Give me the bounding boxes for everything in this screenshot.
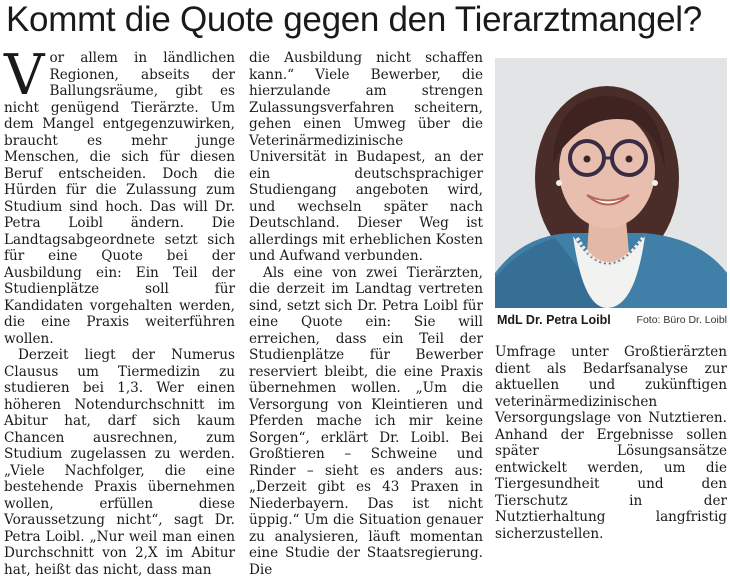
caption-name: MdL Dr. Petra Loibl bbox=[497, 313, 611, 327]
article-column-3 bbox=[495, 344, 727, 542]
photo-credit: Foto: Büro Dr. Loibl bbox=[637, 314, 727, 326]
photo-caption bbox=[495, 313, 727, 331]
paragraph-text: or allem in ländlichen Regionen, abseits der Ballungsräume, gibt es nicht genügend Tierärzte. Um dem Mangel entgegenzuwirken, braucht es mehr junge Menschen, die sich für diesen Beruf entscheiden. Doch die Hürden für die Zulassung zum Studium sind hoch. Das will Dr. Petra Loibl ändern. Die Landtagsabgeordnete setzt sich für eine Quote bei der Ausbildung ein: Ein Teil der Studienplätze soll für Kandidaten vorgehalten werden, die eine Praxis weiterführen wollen. bbox=[4, 50, 235, 347]
paragraph bbox=[4, 50, 235, 347]
paragraph: Als eine von zwei Tierärzten, die derzeit im Landtag vertreten sind, setzt sich Dr. Petra Loibl für eine Quote ein: Sie will erreichen, dass ein Teil der Studienplätze für Bewerber reserviert bleibt, die eine Praxis übernehmen wollen. „Um die Versorgung von Kleintieren und Pferden mache ich mir keine Sorgen“, erklärt Dr. Loibl. Bei Großtieren – Schweine und Rinder – sieht es anders aus: „Derzeit gibt es 43 Praxen in Niederbayern. Das ist nicht üppig.“ Um die Situation genauer zu analysieren, läuft momentan eine Studie der Staatsregierung. Die bbox=[249, 265, 483, 578]
article-column-1 bbox=[4, 50, 235, 578]
dropcap: V bbox=[4, 54, 44, 98]
portrait-illustration bbox=[495, 58, 727, 308]
paragraph: Umfrage unter Großtierärzten dient als Bedarfsanalyse zur aktuellen und zukünftigen veterinärmedizinischen Versorgungslage von Nutztieren. Anhand der Ergebnisse sollen später Lösungsansätze entwickelt werden, um die Tiergesundheit und den Tierschutz in der Nutztierhaltung langfristig sicherzustellen. bbox=[495, 344, 727, 542]
portrait-photo bbox=[495, 58, 727, 308]
headline: Kommt die Quote gegen den Tierarztmangel? bbox=[6, 0, 726, 40]
article-column-2 bbox=[249, 50, 483, 578]
paragraph: Derzeit liegt der Numerus Clausus um Tiermedizin zu studieren bei 1,3. Wer einen höheren Notendurchschnitt im Abitur hat, darf sich kaum Chancen ausrechnen, zum Studium zugelassen zu werden. „Viele Nachfolger, die eine bestehende Praxis übernehmen wollen, erfüllen diese Voraussetzung nicht“, sagt Dr. Petra Loibl. „Nur weil man einen Durchschnitt von 2,X im Abitur hat, heißt das nicht, dass man bbox=[4, 347, 235, 578]
paragraph: die Ausbildung nicht schaffen kann.“ Viele Bewerber, die hierzulande am strengen Zulassungsverfahren scheitern, gehen einen Umweg über die Veterinärmedizinische Universität in Budapest, an der ein deutschsprachiger Studiengang angeboten wird, und wechseln später nach Deutschland. Dieser Weg ist allerdings mit erheblichen Kosten und Aufwand verbunden. bbox=[249, 50, 483, 265]
